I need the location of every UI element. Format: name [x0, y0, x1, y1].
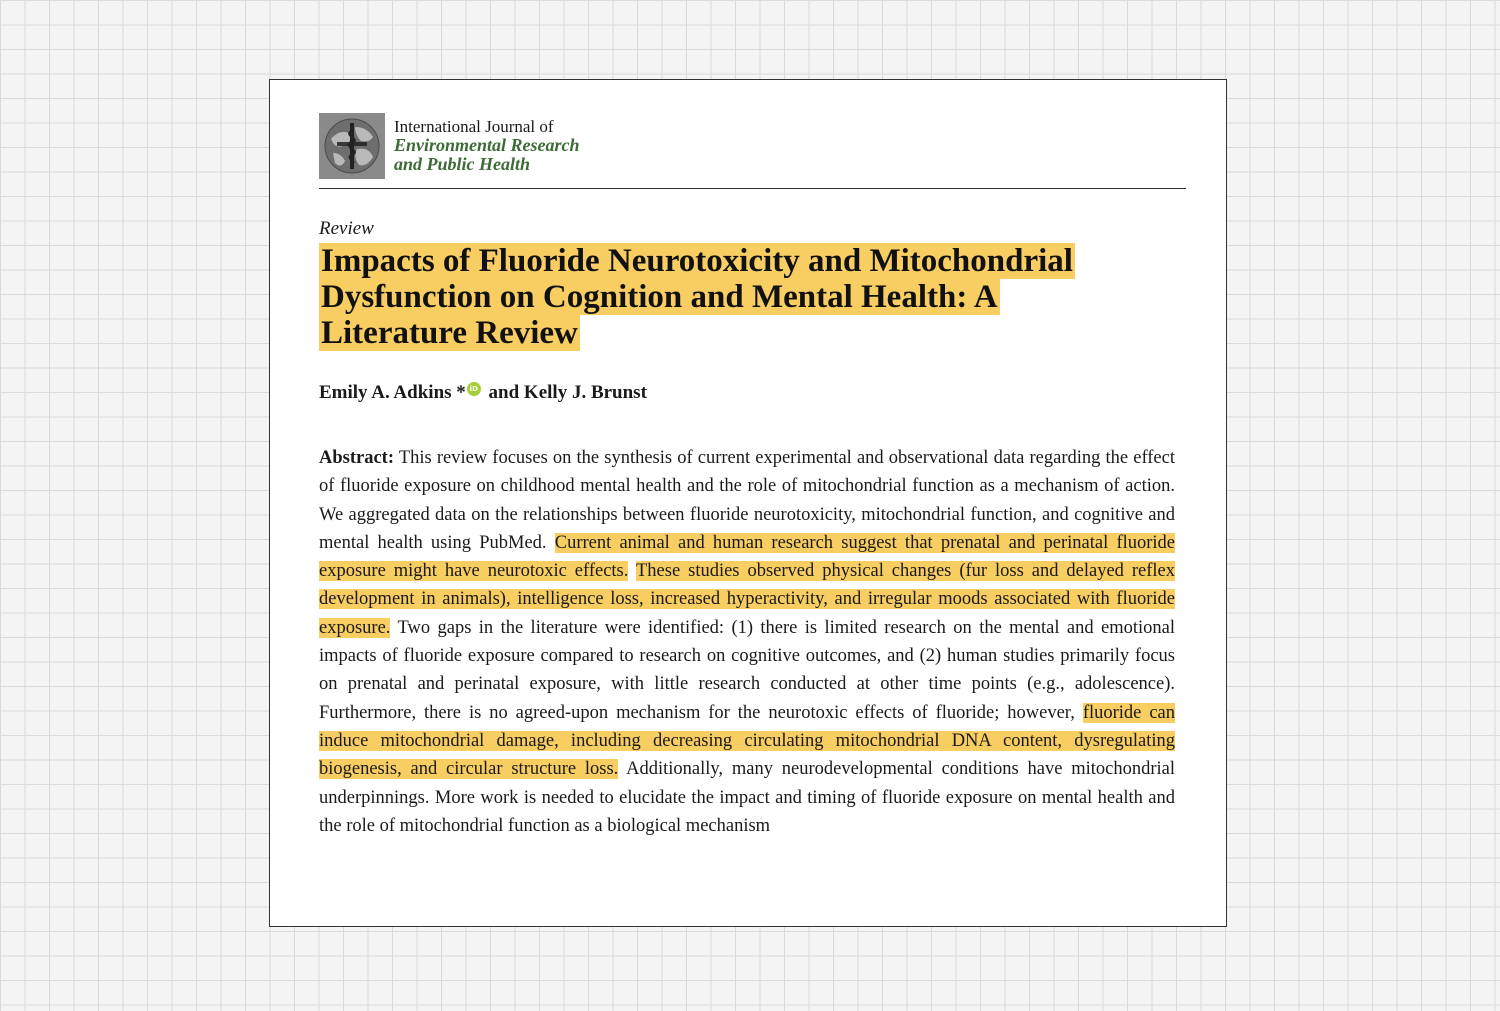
- abstract-text: Additionally, many neurodevelopmental conditions have mitochondrial underpinnings. More work is needed to elucidate the impact and timing of fluoride exposure on mental health and the role of mitochondrial function as a biological mechanism: [319, 759, 1175, 836]
- author-conjunction: and: [488, 382, 520, 403]
- article-title: [319, 243, 1199, 351]
- journal-header: [319, 112, 1186, 189]
- paper-page: [269, 79, 1227, 927]
- abstract-highlight: fluoride can induce mitochondrial damage, including decreasing circulating mitochondrial DNA content, dysregulating biogenesis, and circular structure loss.: [319, 702, 1175, 780]
- journal-name-line3: and Public Health: [394, 154, 531, 174]
- abstract-paragraph: [319, 444, 1175, 840]
- title-line-3: Literature Review: [321, 315, 578, 351]
- journal-name-line1: International Journal of: [394, 117, 554, 136]
- corresponding-author-mark: *: [456, 382, 466, 403]
- author-list: [319, 382, 647, 404]
- journal-logo-icon: [319, 113, 385, 179]
- abstract-highlight: Current animal and human research suggest that prenatal and perinatal fluoride exposure might have neurotoxic effects.: [319, 532, 1176, 582]
- author-name: Kelly J. Brunst: [523, 382, 647, 403]
- journal-name: [394, 117, 580, 174]
- abstract-text: This review focuses on the synthesis of current experimental and observational data regarding the effect of fluoride exposure on childhood mental health and the role of mitochondrial function as a mechanism of action. We aggregated data on the relationships between fluoride neurotoxicity, mitochondrial function, and cognitive and mental health using PubMed.: [319, 448, 1175, 553]
- abstract-highlight: These studies observed physical changes (fur loss and delayed reflex development in animals), intelligence loss, increased hyperactivity, and irregular moods associated with fluoride exposure.: [319, 561, 1176, 638]
- author-name: Emily A. Adkins: [319, 382, 452, 403]
- title-line-2: Dysfunction on Cognition and Mental Health: A: [321, 279, 998, 315]
- journal-name-line2: Environmental Research: [394, 135, 580, 155]
- article-type-label: Review: [319, 218, 374, 239]
- abstract-label: Abstract:: [319, 448, 395, 468]
- orcid-icon[interactable]: iD: [467, 382, 481, 396]
- abstract-text: Two gaps in the literature were identified: (1) there is limited research on the mental and emotional impacts of fluoride exposure compared to research on cognitive outcomes, and (2) human studies primarily focus on prenatal and perinatal exposure, with little research conducted at other time points (e.g., adolescence). Furthermore, there is no agreed-upon mechanism for the neurotoxic effects of fluoride; however,: [319, 617, 1175, 723]
- title-line-1: Impacts of Fluoride Neurotoxicity and Mitochondrial: [321, 243, 1073, 279]
